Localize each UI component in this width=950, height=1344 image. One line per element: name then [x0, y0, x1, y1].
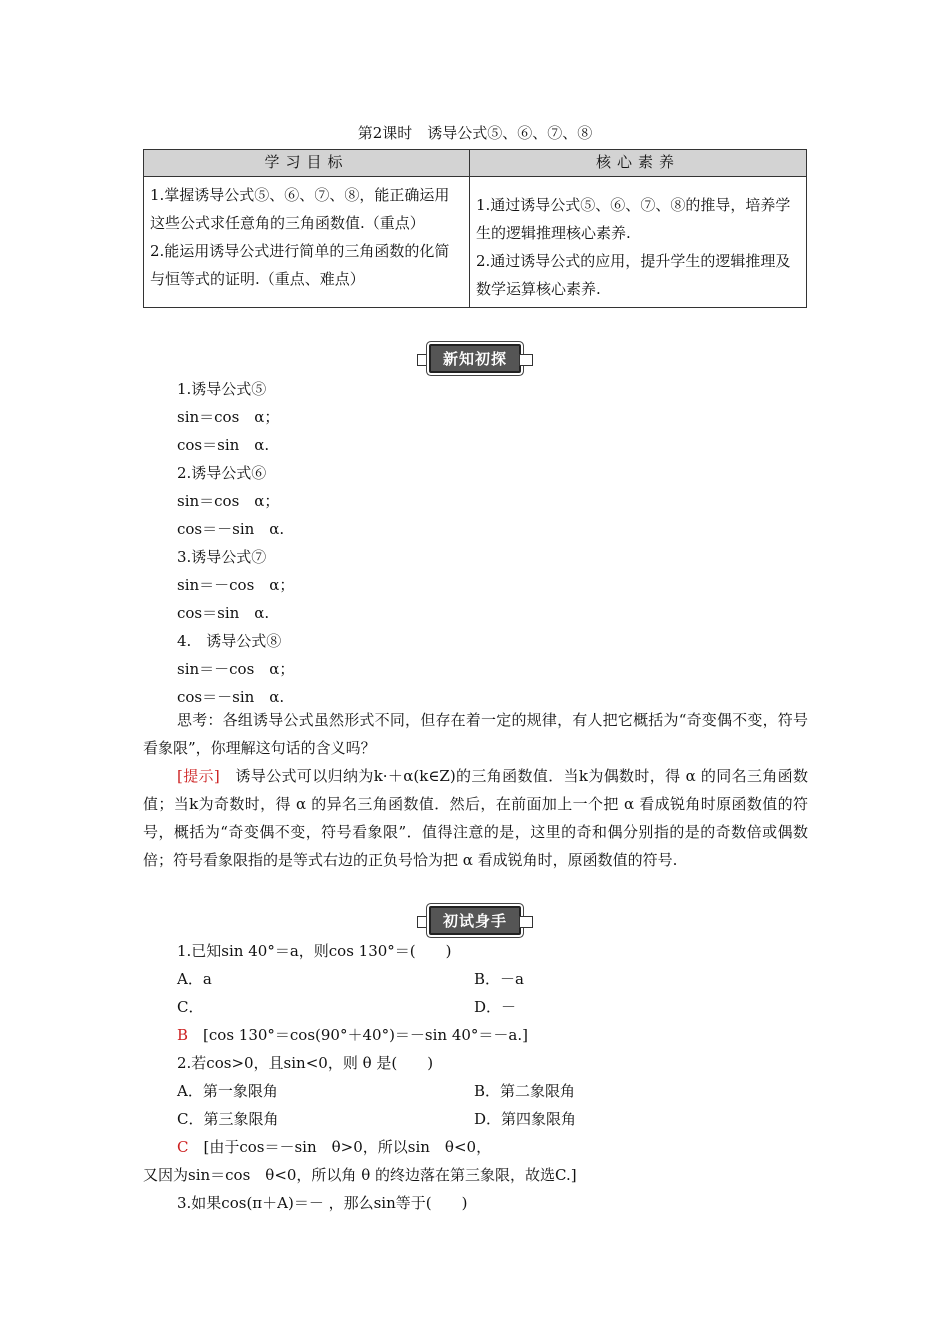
- section-header-new-knowledge: [0, 344, 950, 373]
- formula-line: cos＝－sin α.: [177, 688, 285, 706]
- goal-item: 2.能运用诱导公式进行简单的三角函数的化简与恒等式的证明.（重点、难点）: [150, 242, 450, 288]
- q1-option-b: B．－a: [474, 970, 524, 988]
- q2-option-b: B．第二象限角: [474, 1082, 576, 1100]
- question-3-stem: 3.如果cos(π＋A)＝－ ，那么sin等于( ): [177, 1194, 468, 1212]
- goals-cell: [144, 177, 470, 308]
- goal-item: 1.掌握诱导公式⑤、⑥、⑦、⑧，能正确运用这些公式求任意角的三角函数值.（重点）: [150, 186, 450, 232]
- literacy-item: 1.通过诱导公式⑤、⑥、⑦、⑧的推导，培养学生的逻辑推理核心素养.: [476, 196, 791, 242]
- table-header-goals: 学习目标: [144, 150, 470, 177]
- answer-letter: C: [177, 1138, 189, 1156]
- q1-option-d: D．－: [474, 998, 517, 1016]
- formula-line: 3.诱导公式⑦: [177, 548, 267, 566]
- question-2-stem: 2.若cos>0，且sin<0，则 θ 是( ): [177, 1054, 434, 1072]
- formula-line: sin＝－cos α；: [177, 576, 295, 594]
- hint-label: [提示]: [177, 767, 220, 785]
- formula-line: sin＝－cos α；: [177, 660, 295, 678]
- formula-line: sin＝cos α；: [177, 408, 280, 426]
- q2-option-d: D．第四象限角: [474, 1110, 577, 1128]
- q1-option-c: C．: [177, 998, 204, 1016]
- formula-line: 1.诱导公式⑤: [177, 380, 267, 398]
- page-title: 第2课时 诱导公式⑤、⑥、⑦、⑧: [357, 124, 593, 142]
- literacy-item: 2.通过诱导公式的应用，提升学生的逻辑推理及数学运算核心素养.: [476, 252, 791, 298]
- q2-answer-cont: 又因为sin＝cos θ<0，所以角 θ 的终边落在第三象限，故选C.]: [143, 1166, 577, 1184]
- formula-line: sin＝cos α；: [177, 492, 280, 510]
- section-label: 初试身手: [429, 906, 521, 935]
- answer-explain: [cos 130°＝cos(90°＋40°)＝－sin 40°＝－a.]: [188, 1026, 528, 1044]
- header-deco-right: [519, 916, 533, 928]
- answer-explain: [由于cos＝－sin θ>0，所以sin θ<0，: [188, 1138, 492, 1156]
- formula-line: 4. 诱导公式⑧: [177, 632, 282, 650]
- q1-answer: [177, 1024, 528, 1045]
- q2-option-c: C．第三象限角: [177, 1110, 279, 1128]
- q2-answer: [177, 1136, 491, 1157]
- hint-paragraph: [143, 762, 808, 874]
- hint-text: 诱导公式可以归纳为k·＋α(k∈Z)的三角函数值．当k为偶数时，得 α 的同名三角函数值；当k为奇数时，得 α 的异名三角函数值．然后，在前面加上一个把 α 看成锐角时原函数值的符号，概括为“奇变偶不变，符号看象限”．值得注意的是，这里的奇和偶分别指的是的奇数倍或偶数倍；符号看象限指的是等式右边的正负号恰为把 α 看成锐角时，原函数值的符号.: [143, 767, 808, 869]
- formula-line: cos＝sin α.: [177, 604, 270, 622]
- answer-letter: B: [177, 1026, 189, 1044]
- literacy-cell: [470, 177, 807, 308]
- q2-option-a: A．第一象限角: [177, 1082, 278, 1100]
- question-1-stem: 1.已知sin 40°＝a，则cos 130°＝( ): [177, 942, 452, 960]
- formula-line: 2.诱导公式⑥: [177, 464, 267, 482]
- formula-line: cos＝－sin α.: [177, 520, 285, 538]
- objectives-table: [143, 149, 807, 308]
- section-label: 新知初探: [429, 344, 521, 373]
- formula-line: cos＝sin α.: [177, 436, 270, 454]
- header-deco-right: [519, 354, 533, 366]
- q1-option-a: A．a: [177, 970, 212, 988]
- think-paragraph: 思考：各组诱导公式虽然形式不同，但存在着一定的规律，有人把它概括为“奇变偶不变，符号看象限”，你理解这句话的含义吗？: [143, 711, 808, 757]
- table-header-literacy: 核心素养: [470, 150, 807, 177]
- section-header-first-try: [0, 906, 950, 935]
